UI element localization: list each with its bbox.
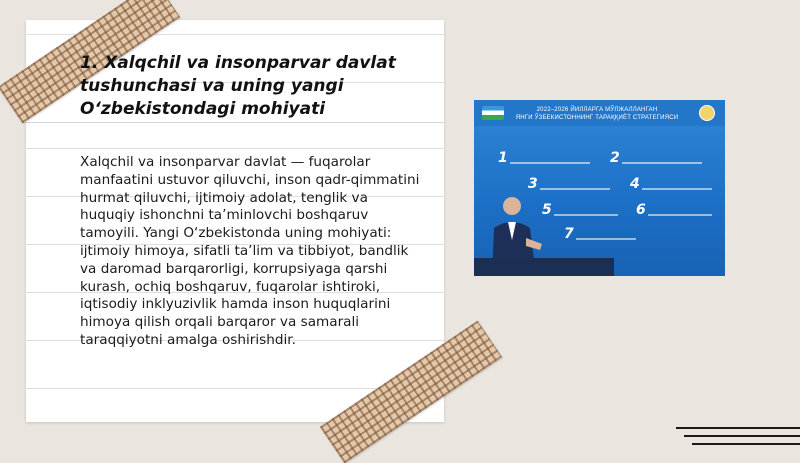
decorative-line-1 xyxy=(676,427,800,429)
slide-body-text: Xalqchil va insonparvar davlat — fuqarolar manfaatini ustuvor qiluvchi, inson qadr-qimmatini hurmat qiluvchi, ijtimoiy adolat, tenglik va huquqiy ishonchni ta’minlovchi boshqaruv tamoyili. Yangi O‘zbekistonda uning mohiyati: ijtimoiy himoya, sifatli ta’lim va tibbiyot, bandlik va daromad barqarorligi, korrupsiyaga qarshi kurash, ochiq boshqaruv, fuqarolar ishtiroki, iqtisodiy inklyuzivlik hamda inson huquqlarini himoya qilish orqali barqaror va samarali taraqqiyotni amalga oshirishdir. xyxy=(80,154,420,348)
uzbek-flag-icon xyxy=(482,106,504,120)
decorative-line-2 xyxy=(684,435,800,437)
poster-title xyxy=(512,106,682,122)
poster-line-1 xyxy=(510,162,590,164)
poster-number-1: 1 xyxy=(498,150,508,166)
poster-title-line2: ЯНГИ ЎЗБЕКИСТОННИНГ ТАРАҚҚИЁТ СТРАТЕГИЯСИ xyxy=(515,115,679,121)
poster-number-4: 4 xyxy=(630,176,640,192)
poster-line-2 xyxy=(622,162,702,164)
poster-line-5 xyxy=(554,214,618,216)
poster-line-4 xyxy=(642,188,712,190)
slide-heading: 1. Xalqchil va insonparvar davlat tushunchasi va uning yangi O‘zbekistondagi mohiyati xyxy=(80,53,396,119)
emblem-icon xyxy=(699,105,715,121)
poster-line-3 xyxy=(540,188,610,190)
poster-line-7 xyxy=(576,238,636,240)
poster-line-6 xyxy=(648,214,712,216)
decorative-line-3 xyxy=(692,443,800,445)
poster-title-line1: 2022–2026 ЙИЛЛАРГА МЎЛЖАЛЛАНГАН xyxy=(536,107,658,113)
poster-number-3: 3 xyxy=(528,176,538,192)
strategy-poster-image xyxy=(474,100,725,276)
podium xyxy=(474,258,614,276)
poster-number-7: 7 xyxy=(564,226,574,242)
poster-number-6: 6 xyxy=(636,202,646,218)
poster-number-2: 2 xyxy=(610,150,620,166)
poster-number-5: 5 xyxy=(542,202,552,218)
